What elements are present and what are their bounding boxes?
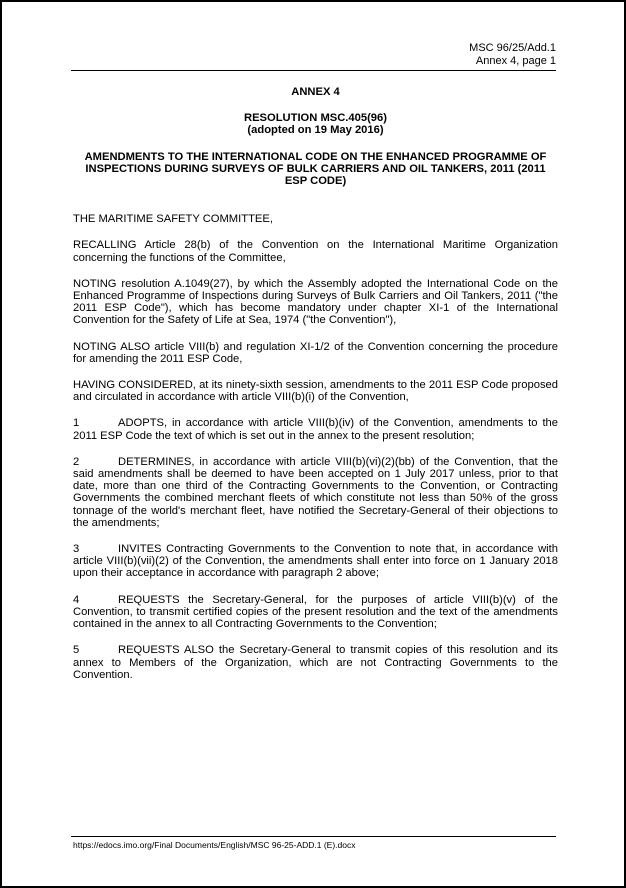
- paragraph-text: ADOPTS, in accordance with article VIII(b)(iv) of the Convention, amendments to the 2011 ESP Code the text of which is set out in the annex to the present resolution;: [73, 417, 558, 442]
- header-reference: [469, 42, 556, 68]
- preamble-recalling: RECALLING Article 28(b) of the Convention on the International Maritime Organization concerning the functions of the Committee,: [73, 239, 558, 264]
- preamble-noting: NOTING resolution A.1049(27), by which the Assembly adopted the International Code on the Enhanced Programme of Inspections during Surveys of Bulk Carriers and Oil Tankers, 2011 ("the 2011 ESP Code"), which has become mandatory under chapter XI-1 of the International Convention for the Safety of Life at Sea, 1974 ("the Convention"),: [73, 277, 558, 327]
- paragraph-number: 5: [73, 644, 80, 657]
- page-ref: Annex 4, page 1: [475, 55, 556, 67]
- operative-paragraph-1: [73, 417, 558, 441]
- doc-ref: MSC 96/25/Add.1: [469, 42, 556, 54]
- adoption-date: (adopted on 19 May 2016): [247, 124, 384, 137]
- paragraph-number: 3: [73, 543, 80, 556]
- preamble-committee: THE MARITIME SAFETY COMMITTEE,: [73, 213, 273, 226]
- document-body: [73, 86, 558, 695]
- operative-paragraph-5: [73, 644, 558, 681]
- resolution-title: RESOLUTION MSC.405(96): [244, 112, 387, 125]
- header-divider: [71, 70, 556, 71]
- preamble-having-considered: HAVING CONSIDERED, at its ninety-sixth session, amendments to the 2011 ESP Code proposed and circulated in accordance with article VIII(b)(i) of the Convention,: [73, 379, 558, 404]
- paragraph-number: 4: [73, 593, 80, 606]
- paragraph-text: REQUESTS the Secretary-General, for the purposes of article VIII(b)(v) of the Convention, to transmit certified copies of the present resolution and the text of the amendments contained in the annex to all Contracting Governments to the Convention;: [73, 593, 558, 631]
- amendments-title: AMENDMENTS TO THE INTERNATIONAL CODE ON THE ENHANCED PROGRAMME OF INSPECTIONS DURING SURVEYS OF BULK CARRIERS AND OIL TANKERS, 2011 (2011 ESP CODE): [84, 150, 547, 188]
- paragraph-number: 2: [73, 455, 80, 468]
- paragraph-text: REQUESTS ALSO the Secretary-General to transmit copies of this resolution and its annex to Members of the Organization, which are not Contracting Governments to the Convention.: [73, 644, 558, 681]
- footer-divider: [71, 836, 556, 837]
- paragraph-number: 1: [73, 417, 80, 430]
- paragraph-text: DETERMINES, in accordance with article VIII(b)(vi)(2)(bb) of the Convention, that the said amendments shall be deemed to have been accepted on 1 July 2017 unless, prior to that date, more than one third of the Contracting Governments to the Convention, or Contracting Governments the combined merchant fleets of which constitute not less than 50% of the gross tonnage of the world's merchant fleet, have notified the Secretary-General of their objections to the amendments;: [73, 455, 558, 529]
- paragraph-text: INVITES Contracting Governments to the Convention to note that, in accordance with article VIII(b)(vii)(2) of the Convention, the amendments shall enter into force on 1 January 2018 upon their acceptance in accordance with paragraph 2 above;: [73, 543, 558, 580]
- operative-paragraph-3: [73, 543, 558, 580]
- operative-paragraph-4: [73, 594, 558, 631]
- operative-paragraph-2: [73, 456, 558, 529]
- preamble-noting-also: NOTING ALSO article VIII(b) and regulation XI-1/2 of the Convention concerning the procedure for amending the 2011 ESP Code,: [73, 340, 558, 365]
- footer-file-path: https://edocs.imo.org/Final Documents/English/MSC 96-25-ADD.1 (E).docx: [73, 840, 356, 850]
- annex-title: ANNEX 4: [291, 86, 340, 98]
